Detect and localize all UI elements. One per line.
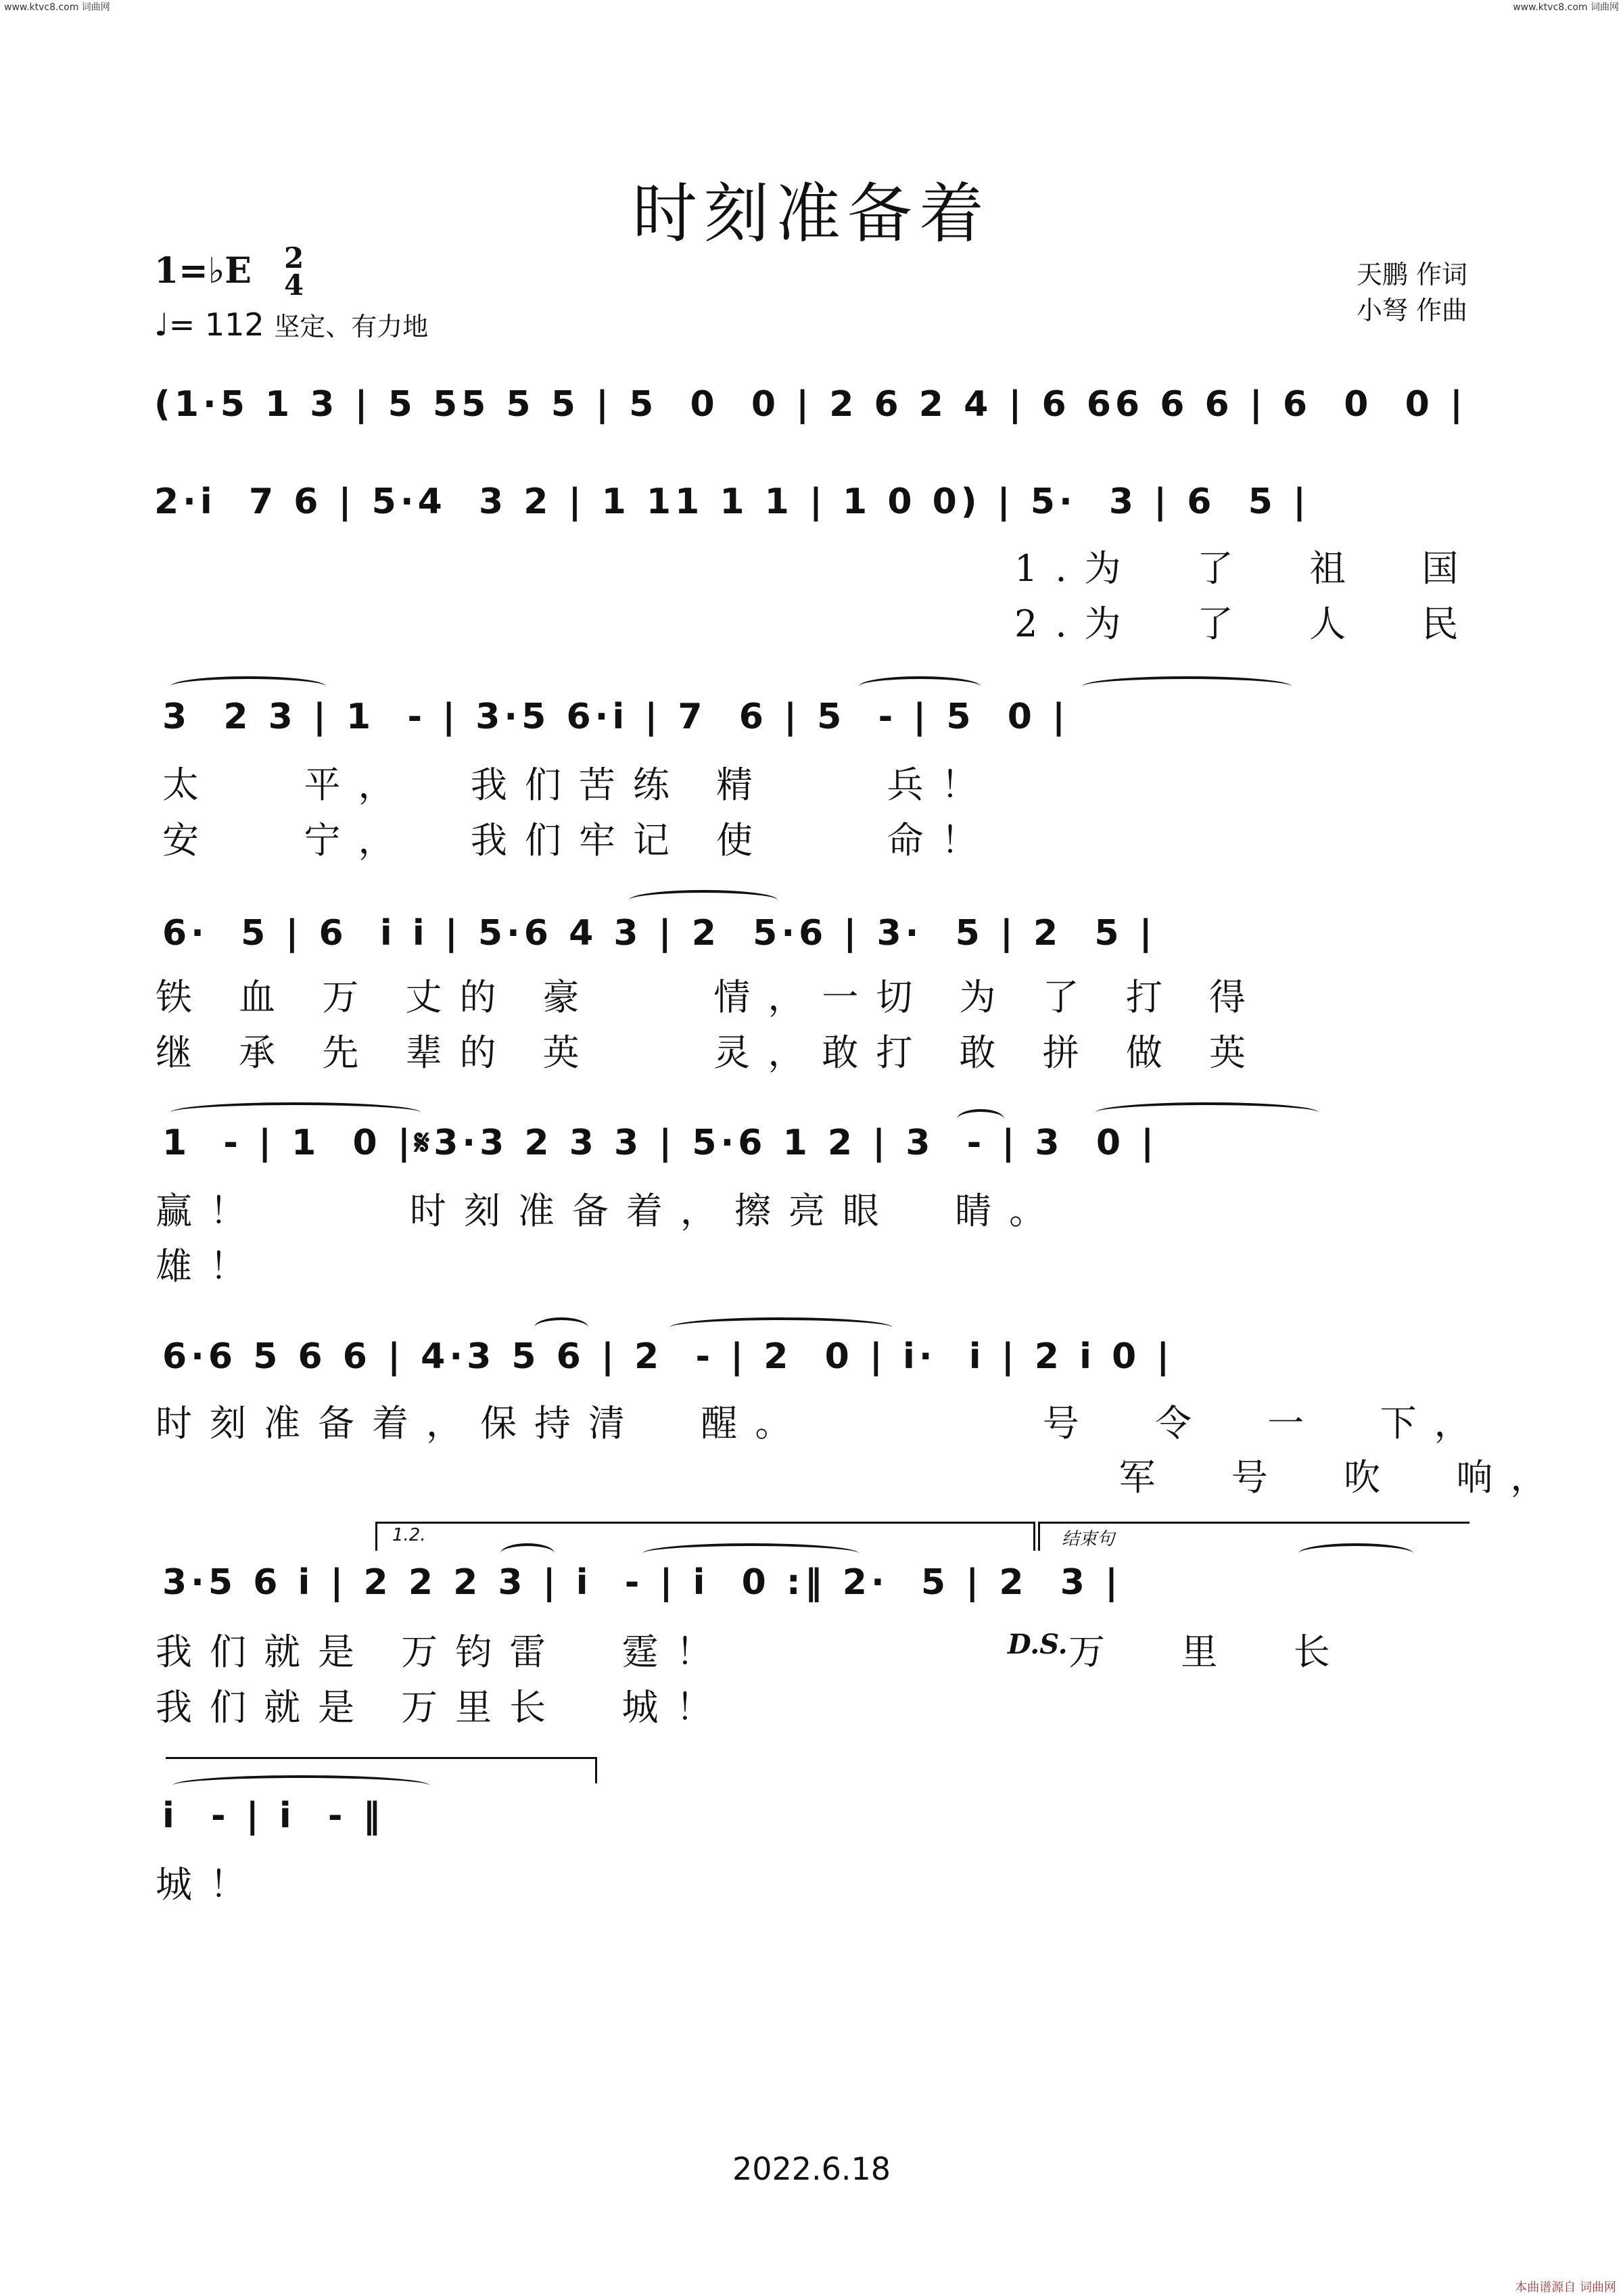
lyric-line-8: 城！ bbox=[156, 1863, 264, 1906]
tempo-marking bbox=[154, 306, 428, 343]
ending-label: 结束句 bbox=[1062, 1529, 1115, 1549]
lyricist-credit: 天鹏 作词 bbox=[1356, 260, 1467, 289]
dal-segno-lyric: 万 里 长 bbox=[1068, 1631, 1348, 1673]
time-signature-bottom: 4 bbox=[284, 268, 304, 302]
slur bbox=[500, 1543, 555, 1564]
composer-credit: 小弩 作曲 bbox=[1356, 296, 1467, 325]
time-signature-top: 2 bbox=[284, 241, 304, 275]
lyric-line-5-verse-2: 雄！ bbox=[156, 1245, 264, 1288]
dal-segno-label: D.S. bbox=[1008, 1629, 1068, 1660]
date: 2022.6.18 bbox=[732, 2151, 891, 2187]
volta-label: 1.2. bbox=[392, 1525, 426, 1545]
notation-line-5: 1 - | 1 0 |𝄋3·3 2 3 3 | 5·6 1 2 | 3 - | 3 0 | bbox=[162, 1123, 1158, 1163]
notation-line-2: 2·i 7 6 | 5·4 3 2 | 1 11 1 1 | 1 0 0) | 5· 3 | 6 5 | bbox=[154, 482, 1310, 522]
lyric-line-3-verse-2: 安 宁， 我们牢记 使 命！ bbox=[162, 819, 995, 862]
site-watermark-left: www.ktvc8.com 词曲网 bbox=[4, 2, 110, 13]
slur bbox=[1298, 1543, 1413, 1564]
slur bbox=[170, 676, 326, 697]
lyric-line-2-verse-2: 2.为 了 人 民 bbox=[1014, 603, 1476, 645]
slur bbox=[170, 1102, 421, 1123]
notation-line-8: i - | i - ‖ bbox=[162, 1796, 385, 1836]
slur bbox=[669, 1317, 893, 1338]
notation-line-3: 3 2 3 | 1 - | 3·5 6·i | 7 6 | 5 - | 5 0 | bbox=[162, 697, 1070, 737]
lyric-line-7-verse-1: 我们就是 万钧雷 霆！ bbox=[156, 1631, 730, 1673]
slur bbox=[629, 890, 778, 910]
tempo-value: ♩= 112 bbox=[154, 306, 264, 343]
lyric-line-5-verse-1: 赢！ 时刻准备着，擦亮眼 睛。 bbox=[156, 1190, 1064, 1232]
notation-line-7: 3·5 6 i | 2 2 2 3 | i - | i 0 :‖ 2· 5 | 2 3 | bbox=[162, 1562, 1122, 1603]
key-signature: 1=♭E bbox=[154, 250, 252, 291]
notation-line-1: (1·5 1 3 | 5 55 5 5 | 5 0 0 | 2 6 2 4 | 6 66 6 6 | 6 0 0 | bbox=[154, 384, 1467, 425]
slur bbox=[642, 1543, 859, 1564]
notation-line-6: 6·6 5 6 6 | 4·3 5 6 | 2 - | 2 0 | i· i | 2 i 0 | bbox=[162, 1336, 1174, 1377]
slur bbox=[1096, 1102, 1319, 1123]
lyric-line-7-verse-2: 我们就是 万里长 城！ bbox=[156, 1686, 730, 1729]
lyric-line-3-verse-1: 太 平， 我们苦练 精 兵！ bbox=[162, 764, 995, 806]
site-watermark-right: www.ktvc8.com 词曲网 bbox=[1513, 2, 1619, 13]
lyric-line-6-verse-1: 时刻准备着，保持清 醒。 号 令 一 下， bbox=[156, 1402, 1488, 1445]
footer-source: 本曲谱源自 词曲网 bbox=[1515, 2280, 1616, 2295]
lyric-line-6-verse-2: 军 号 吹 响， bbox=[156, 1456, 1565, 1499]
lyric-line-2-verse-1: 1.为 了 祖 国 bbox=[1014, 547, 1476, 590]
slur bbox=[859, 676, 981, 697]
lyric-line-4-verse-2: 继 承 先 辈的 英 灵，敢打 敢 拼 做 英 bbox=[156, 1031, 1263, 1074]
lyric-line-4-verse-1: 铁 血 万 丈的 豪 情，一切 为 了 打 得 bbox=[156, 976, 1263, 1018]
notation-line-4: 6· 5 | 6 i i | 5·6 4 3 | 2 5·6 | 3· 5 | 2 5 | bbox=[162, 913, 1156, 954]
slur bbox=[1082, 676, 1292, 697]
song-title: 时刻准备着 bbox=[632, 176, 991, 252]
time-signature bbox=[284, 241, 304, 302]
slur bbox=[172, 1775, 429, 1796]
tempo-style: 坚定、有力地 bbox=[274, 312, 429, 342]
slur bbox=[534, 1317, 588, 1338]
